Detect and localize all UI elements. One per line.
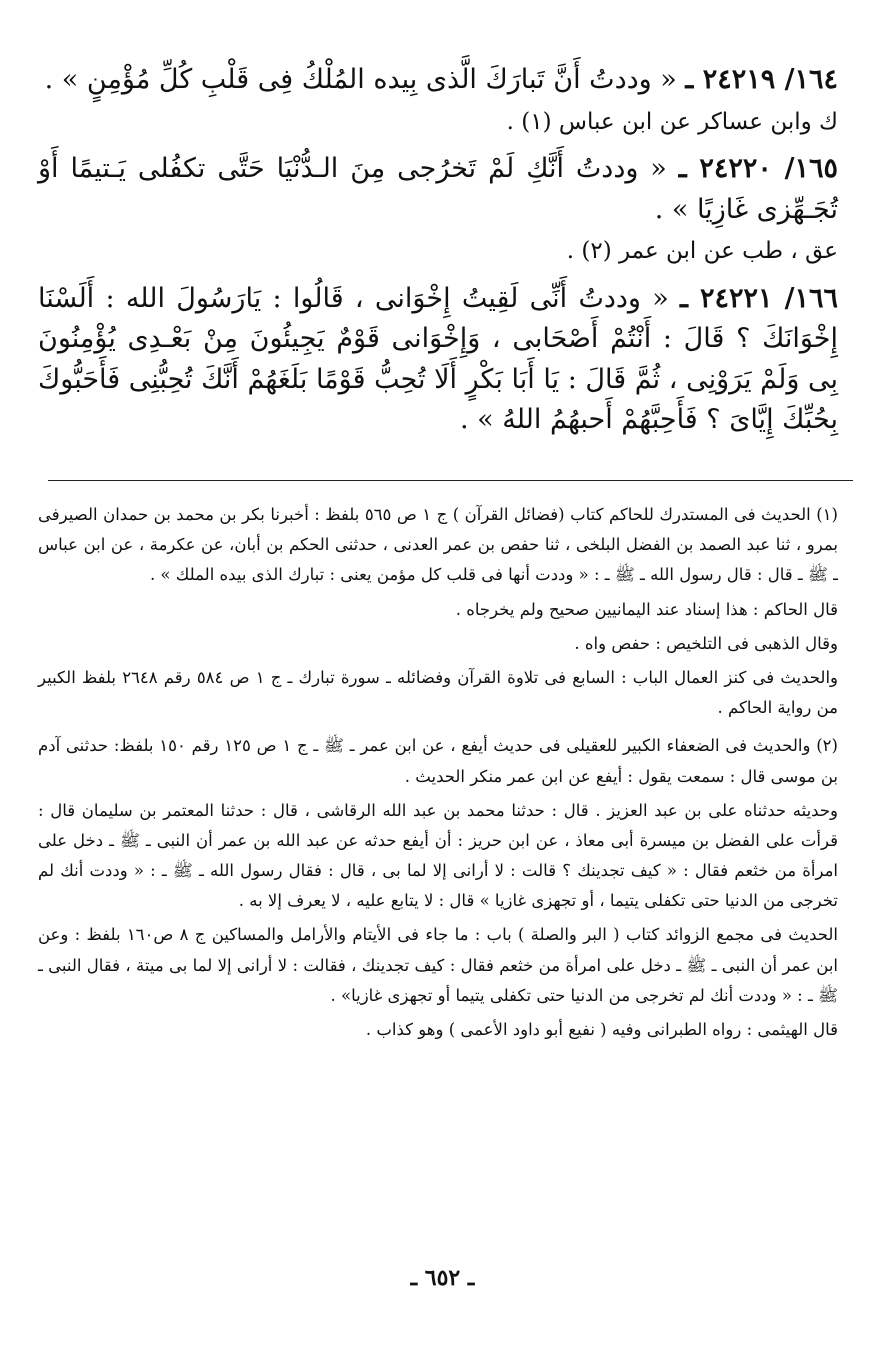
footnote-divider: [48, 480, 853, 481]
hadith-166: [38, 279, 838, 441]
hadith-source: ك وابن عساكر عن ابن عباس (١) .: [506, 108, 838, 135]
footnote-1-dhahabi: وقال الذهبى فى التلخيص : حفص واه .: [574, 633, 838, 653]
hadith-text: « وددتُ أَنَّ تَبارَكَ الَّذى بِيده المُلْكُ فِى قَلْبِ كُلِّ مُؤْمِنٍ » .: [44, 64, 677, 95]
hadith-number: ١٦٥/ ٢٤٢٢٠ ـ: [678, 153, 838, 184]
hadith-source: عق ، طب عن ابن عمر (٢) .: [566, 238, 838, 264]
footnote-2-majma: الحديث فى مجمع الزوائد كتاب ( البر والصلة ) باب : ما جاء فى الأيتام والأرامل والمساكين ج ٨ ص١٦٠ بلفظ : وعن ابن عمر أن النبى ـ ﷺ ـ دخل على امرأة من خثعم فقال : كيف تجدينك ، فقالت : لا أرانى إلا لما بى ميتة ، فقال النبى ـ ﷺ ـ : « وددت أنك لم تخرجى من الدنيا حتى تكفلى يتيما أو تجهزى غازيا» .: [38, 925, 838, 1005]
footnote-2-uqayli: وحديثه حدثناه على بن عبد العزيز . قال : حدثنا محمد بن عبد الله الرقاشى ، قال : حدثنا المعتمر بن سليمان قال : قرأت على الفضل بن ميسرة أبى معاذ ، عن ابن حريز : أن أيفع حدثه عن عبد الله بن عمر أن النبى ـ ﷺ ـ دخل على امرأة من خثعم فقال : « كيف تجدينك ؟ قالت : لا أرانى إلا لما بى ، قال : فقال رسول الله ـ ﷺ ـ : « وددت أنك لم تخرجى من الدنيا حتى تكفلى يتيما ، أو تجهزى غازيا » قال : لا يتابع عليه ، لا يعرف إلا به .: [38, 800, 838, 911]
hadith-number: ١٦٦/ ٢٤٢٢١ ـ: [680, 282, 838, 314]
footnote-1-hakim: قال الحاكم : هذا إسناد عند اليمانيين صحيح ولم يخرجاه .: [455, 599, 838, 619]
hadith-text: « وددتُ أَنَّكِ لَمْ تَخرُجى مِنَ الـدُّنْيَا حَتَّى تكفُلى يَـتيمًا أَوْ تُجَـهِّزى غَازِيًا » .: [38, 153, 838, 225]
footnote-1: (١) الحديث فى المستدرك للحاكم كتاب (فضائل القرآن ) ج ١ ص ٥٦٥ بلفظ : أخبرنا بكر بن محمد بن حمدان الصيرفى بمرو ، ثنا عبد الصمد بن الفضل البلخى ، ثنا حفص بن عمر العدنى ، حدثنى الحكم بن أبان، عن عكرمة ، عن ابن عباس ـ ﷺ ـ قال : قال رسول الله ـ ﷺ ـ : « وددت أنها فى قلب كل مؤمن يعنى : تبارك الذى بيده الملك » .: [38, 505, 838, 585]
footnote-2: (٢) والحديث فى الضعفاء الكبير للعقيلى فى حديث أيفع ، عن ابن عمر ـ ﷺ ـ ج ١ ص ١٢٥ رقم ١٥٠ بلفظ: حدثنى آدم بن موسى قال : سمعت يقول : أيفع عن ابن عمر منكر الحديث .: [38, 736, 838, 786]
hadith-text: « وددتُ أَنِّى لَقِيتُ إِخْوَانى ، قَالُوا : يَارَسُولَ الله : أَلَسْنَا إِخْوَانَكَ ؟ قَالَ : أَنْتُمْ أَصْحَابى ، وَإِخْوَانى قَوْمٌ يَجِيئُونَ مِنْ بَعْـدِى يُؤْمِنُونَ بِى وَلَمْ يَرَوْنِى ، ثُمَّ قَالَ : يَا أَبَا بَكْرٍ أَلَا تُحِبُّ قَوْمًا بَلَغَهُمْ أَنَّكَ تُحِبُّنِى فَأَحَبُّوكَ بِحُبِّكَ إِيَّاىَ ؟ فَأَحِبَّهُمْ أَحبهُمُ اللهُ » .: [38, 282, 838, 435]
footnote-1-kanz: والحديث فى كنز العمال الباب : السابع فى تلاوة القرآن وفضائله ـ سورة تبارك ـ ج ١ ص ٥٨٤ رقم ٢٦٤٨ بلفظ الكبير من رواية الحاكم .: [38, 667, 838, 718]
page-number: ـ ٦٥٢ ـ: [410, 1265, 475, 1291]
hadith-164: [38, 60, 838, 101]
hadith-165: [38, 149, 838, 230]
main-text: [38, 60, 838, 445]
footnotes: [38, 500, 838, 1049]
hadith-number: ١٦٤/ ٢٤٢١٩ ـ: [685, 64, 838, 95]
footnote-2-haythami: قال الهيثمى : رواه الطبرانى وفيه ( نفيع أبو داود الأعمى ) وهو كذاب .: [365, 1020, 838, 1039]
